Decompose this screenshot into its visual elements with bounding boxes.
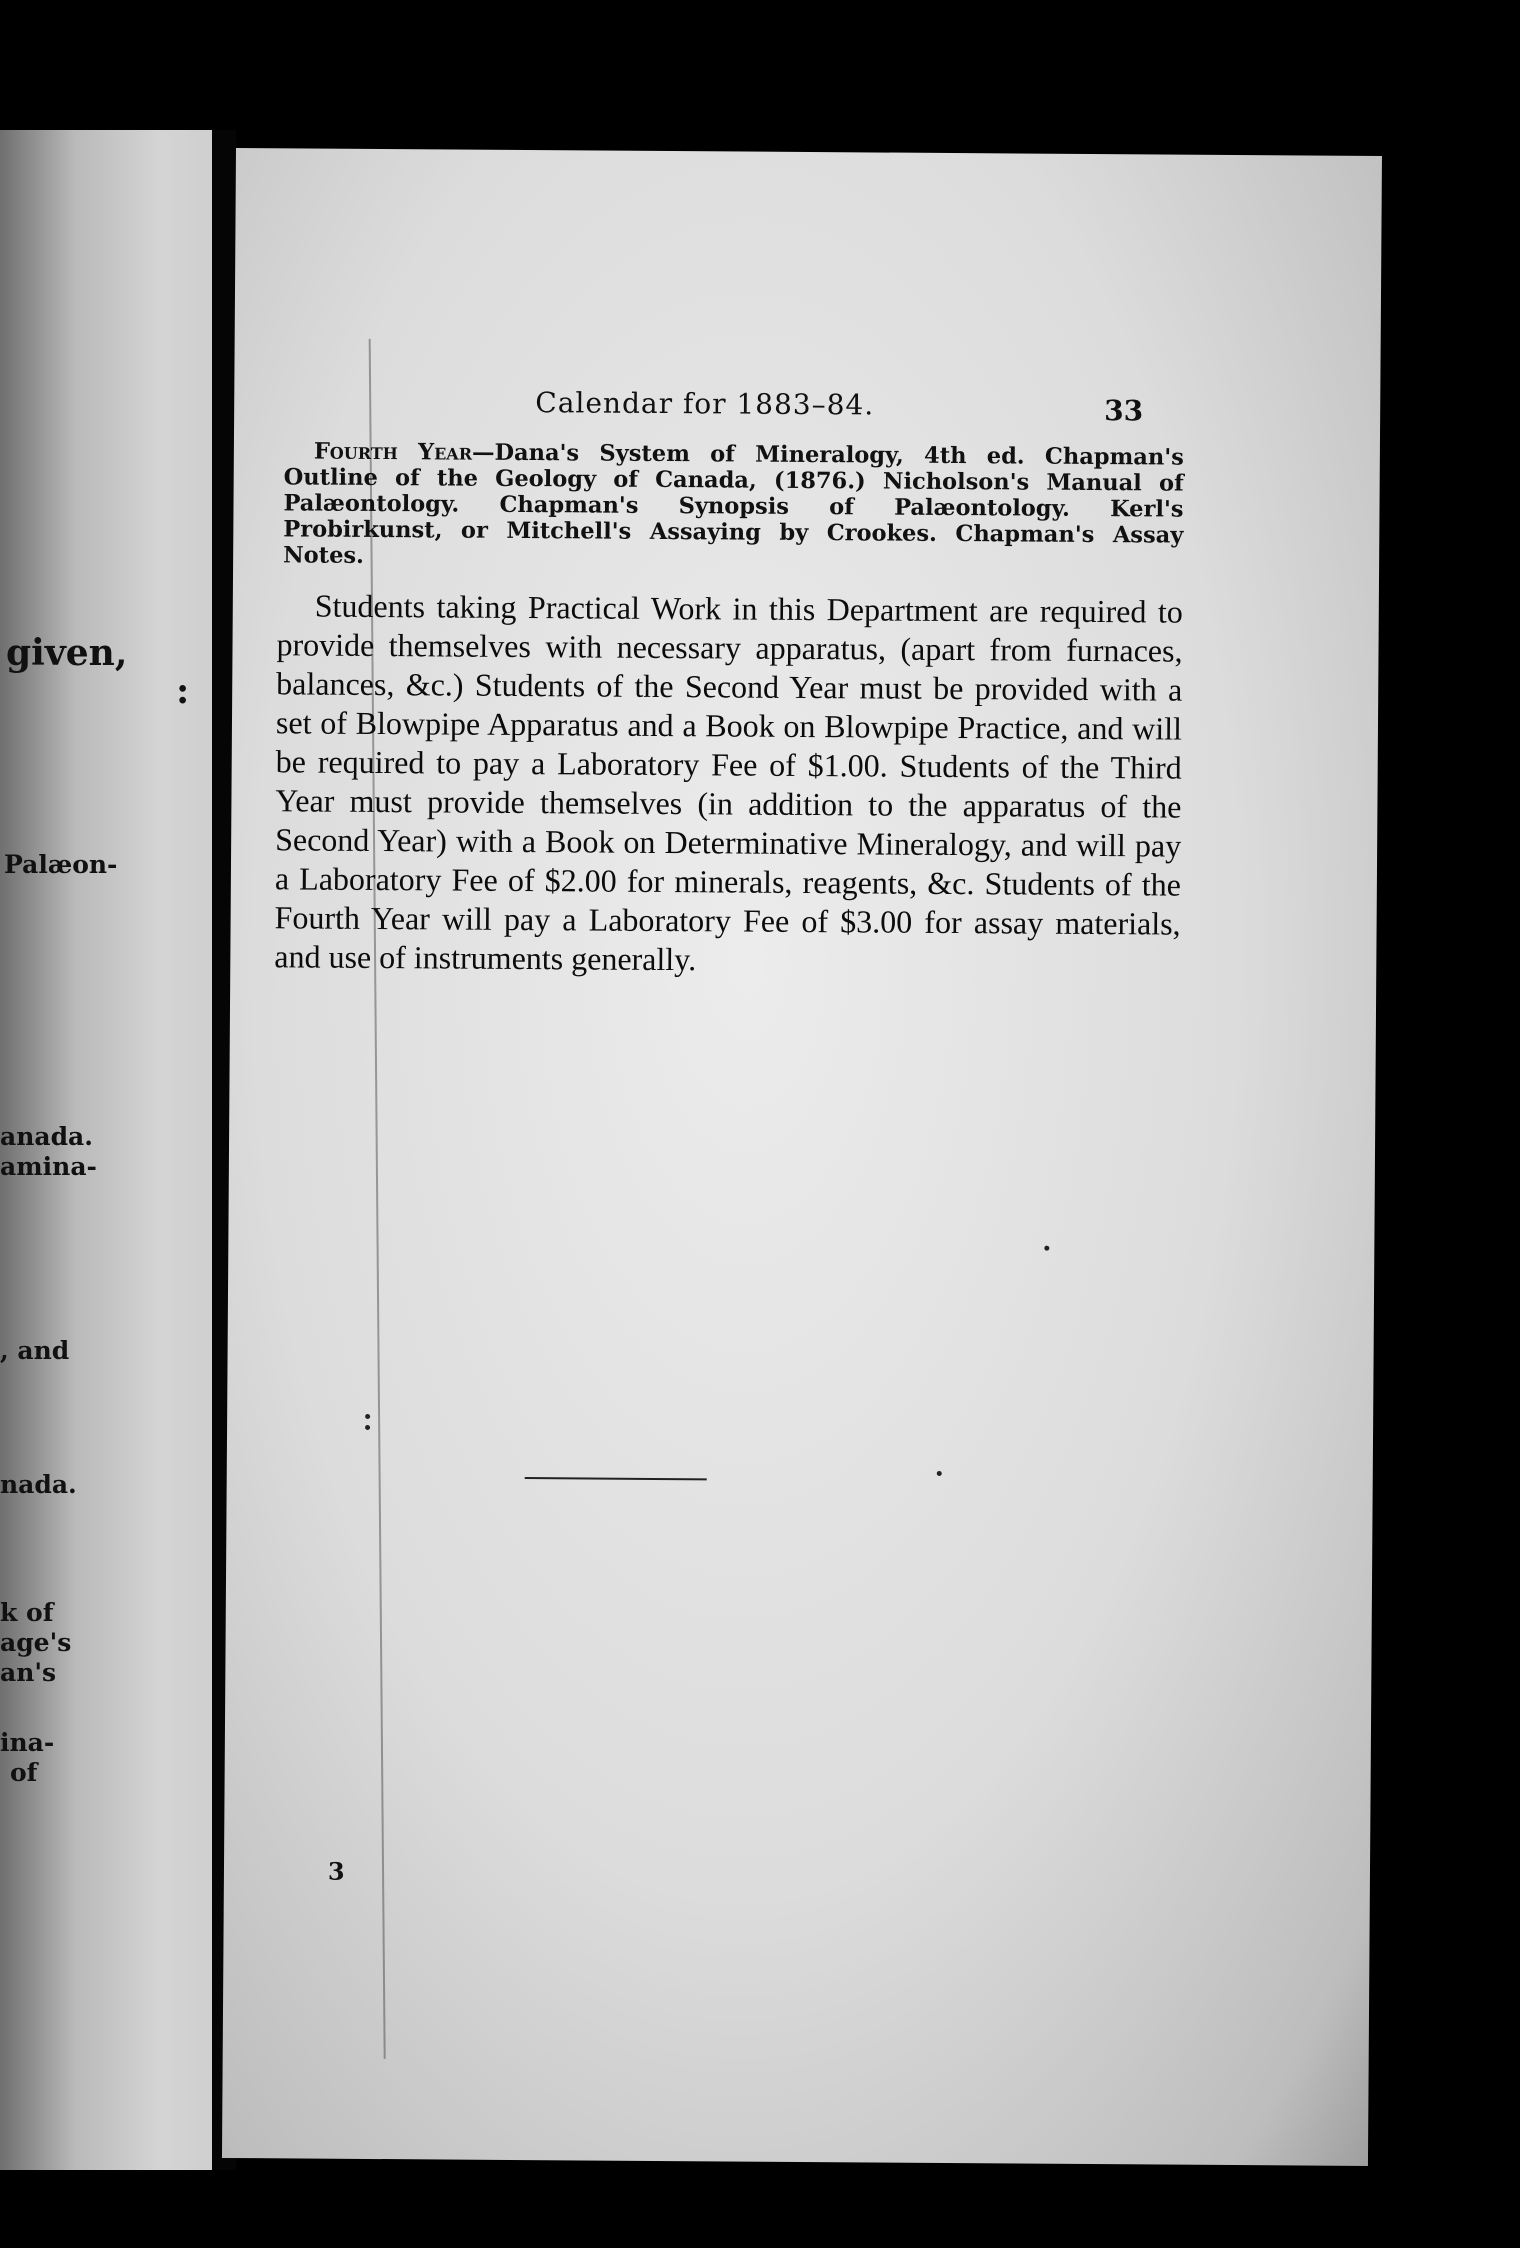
main-page [222, 148, 1382, 2166]
specks [365, 1414, 370, 1419]
running-head: Calendar for 1883–84. [535, 386, 875, 422]
signature-mark: 3 [327, 1856, 345, 1886]
specks [365, 1425, 370, 1430]
left-fragment: , and [0, 1336, 70, 1365]
left-fragment: an's [0, 1658, 57, 1687]
page-number: 33 [1104, 394, 1144, 428]
left-fragment: ina- [0, 1728, 55, 1757]
left-fragment: Palæon- [4, 850, 118, 879]
previous-page-edge [0, 130, 212, 2170]
specks [1044, 1246, 1049, 1251]
left-fragment: anada. [0, 1122, 93, 1151]
left-fragment: given, [6, 632, 128, 674]
left-fragment: amina- [0, 1152, 97, 1181]
section-rule [525, 1477, 707, 1480]
left-fragment: k of [0, 1598, 54, 1627]
specks [937, 1471, 942, 1476]
practical-work-paragraph: Students taking Practical Work in this Department are required to provide themselves with necessary apparatus, (apart from furnaces, balances, &c.) Students of the Second Year must be provided with a set of Blowpipe Apparatus and a Book on Blowpipe Practice, and will be required to pay a Laboratory Fee of $1.00. Students of the Third Year must provide themselves (in addition to the apparatus of the Second Year) with a Book on Determinative Mineralogy, and will pay a Laboratory Fee of $2.00 for minerals, reagents, &c. Students of the Fourth Year will pay a Laboratory Fee of $3.00 for assay materials, and use of instruments generally. [274, 587, 1183, 978]
reading-list-paragraph [283, 438, 1184, 574]
reading-list-text: —Dana's System of Mineralogy, 4th ed. Chapman's Outline of the Geology of Canada, (1876.) Nicholson's Manual of Palæontology. Chapman's Synopsis of Palæontology. Kerl's Probirkunst, or Mitchell's Assaying by Crookes. Chapman's Assay Notes. [283, 439, 1184, 569]
left-fragment: age's [0, 1628, 72, 1657]
left-fragment: : [176, 670, 190, 712]
left-fragment: of [10, 1758, 38, 1787]
left-fragment: nada. [0, 1470, 77, 1499]
reading-list-label: Fourth Year [313, 438, 473, 466]
